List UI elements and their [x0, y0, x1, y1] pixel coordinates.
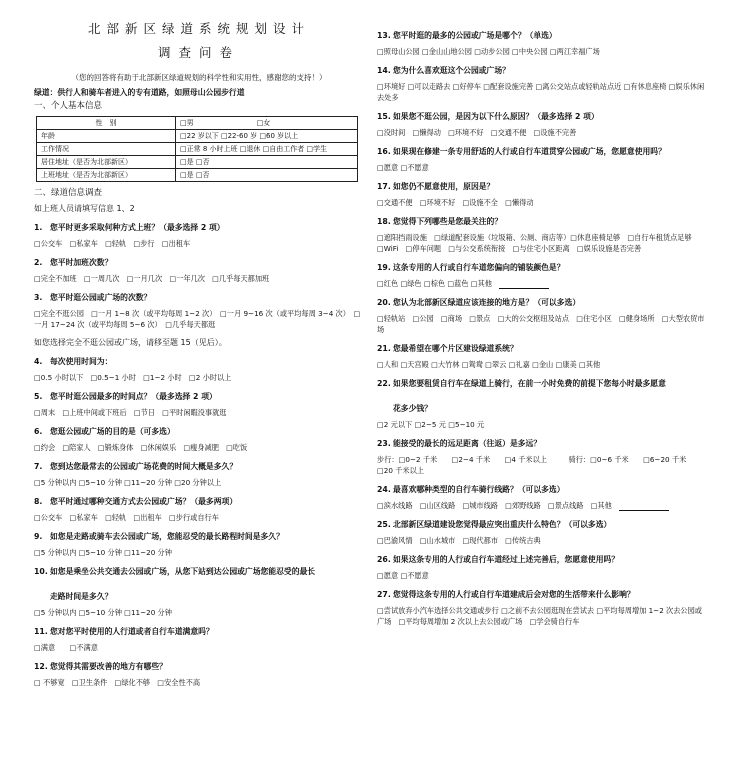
question-text: 9. 如您是走路或骑车去公园或广场，您能忍受的最长路程时间是多久？: [34, 532, 284, 541]
question-text-continued: 花多少钱？: [393, 404, 432, 413]
question-block: [377, 181, 707, 208]
question-block: [34, 426, 364, 453]
question-block: [377, 378, 707, 430]
question-block: [34, 257, 364, 284]
question-block: [34, 566, 364, 618]
info-value[interactable]: □是 □否: [176, 169, 358, 182]
info-row-workplace: [37, 169, 358, 182]
info-key: 工作情况: [37, 143, 176, 156]
question-block: [34, 292, 364, 330]
info-key: 年龄: [37, 130, 176, 143]
info-row-gender: [37, 117, 358, 130]
question-text: 4. 每次使用时间为：: [34, 357, 113, 366]
question-text: 25. 北部新区绿道建设您觉得最应突出重庆什么特色？（可以多选）: [377, 520, 612, 529]
question-options[interactable]: □交通不便 □环境不好 □设施不全 □懒得动: [377, 198, 534, 207]
question-options[interactable]: □5 分钟以内 □5~10 分钟 □11~20 分钟: [34, 548, 172, 557]
question-options[interactable]: 步行：□0~2 千米 □2~4 千米 □4 千米以上 骑行：□0~6 千米 □6~20 千米 □20 千米以上: [377, 455, 701, 475]
question-block: [377, 65, 707, 103]
question-text: 3. 您平时逛公园或广场的次数？: [34, 293, 152, 302]
info-value[interactable]: □男 □女: [176, 117, 358, 130]
info-value[interactable]: □是 □否: [176, 156, 358, 169]
personal-info-table: [36, 116, 358, 182]
question-text: 14. 您为什么喜欢逛这个公园或广场？: [377, 66, 510, 75]
question-options[interactable]: □完全不加班 □一周几次 □一月几次 □一年几次 □几乎每天都加班: [34, 274, 270, 283]
question-block: [377, 297, 707, 335]
greenway-definition: 绿道：供行人和骑车者进入的专有道路，如照母山公园步行道: [34, 88, 245, 97]
info-value[interactable]: □正常 8 小时上班 □退休 □自由工作者 □学生: [176, 143, 358, 156]
question-options[interactable]: □周末 □上班中间或下班后 □节日 □平时闲暇没事就逛: [34, 408, 227, 417]
other-color-blank[interactable]: [499, 280, 549, 289]
question-text: 27. 您觉得这条专用的人行或自行车道建成后会对您的生活带来什么影响？: [377, 590, 635, 599]
question-block: [377, 438, 707, 476]
question-text: 20. 您认为北部新区绿道应该连接的地方是？（可以多选）: [377, 298, 581, 307]
question-options[interactable]: □2 元以下 □2~5 元 □5~10 元: [377, 420, 485, 429]
question-options[interactable]: □5 分钟以内 □5~10 分钟 □11~20 分钟 □20 分钟以上: [34, 478, 222, 487]
question-options[interactable]: □公交车 □私家车 □轻轨 □步行 □出租车: [34, 239, 191, 248]
question-options[interactable]: □没时间 □懒得动 □环境不好 □交通不便 □设施不完善: [377, 128, 577, 137]
question-options[interactable]: □约会 □陪家人 □锻炼身体 □休闲娱乐 □瘦身减肥 □吃饭: [34, 443, 248, 452]
question-block: [34, 531, 364, 558]
question-text: 23. 能接受的最长的远足距离（往返）是多远？: [377, 439, 542, 448]
question-options[interactable]: □遮阳挡雨设施 □绿道配套设施（垃圾箱、公厕、商店等）□休息座椅足够 □自行车租赁点足够 □WiFi □停车问题 □与公交系统衔接 □与住宅小区距离 □娱乐设施是否完善: [377, 233, 699, 253]
question-block: [377, 554, 707, 581]
question-block: [377, 484, 707, 511]
info-row-residence: [37, 156, 358, 169]
question-options[interactable]: □ 不够宽 □卫生条件 □绿化不够 □安全性不高: [34, 678, 201, 687]
question-block: [377, 262, 707, 289]
question-block: [377, 146, 707, 173]
intro-note: （您的回答将有助于北部新区绿道规划的科学性和实用性，感谢您的支持！）: [71, 73, 327, 82]
survey-subtitle: 调查问卷: [157, 45, 240, 60]
question-options[interactable]: □环境好 □可以走路去 □好停车 □配套设施完善 □离公交站点或轻轨站点近 □有休息座椅 □娱乐休闲去处多: [377, 82, 705, 102]
question-block: [34, 626, 364, 653]
question-options[interactable]: □轻轨站 □公园 □商场 □景点 □大的公交枢纽及站点 □住宅小区 □健身场所 □大型农贸市场: [377, 314, 705, 334]
question-options[interactable]: □红色 □绿色 □棕色 □蓝色 □其他: [377, 278, 707, 289]
question-block: [377, 30, 707, 57]
question-text: 12. 您觉得其需要改善的地方有哪些？: [34, 662, 167, 671]
question-options[interactable]: □公交车 □私家车 □轻轨 □出租车 □步行或自行车: [34, 513, 219, 522]
question-text: 21. 您最希望在哪个片区建设绿道系统？: [377, 344, 518, 353]
question-text: 19. 这条专用的人行或自行车道您偏向的铺装颜色是？: [377, 263, 565, 272]
question-block: [34, 391, 364, 418]
question-options[interactable]: □0.5 小时以下 □0.5~1 小时 □1~2 小时 □2 小时以上: [34, 373, 232, 382]
question-text: 6. 您逛公园或广场的目的是（可多选）: [34, 427, 175, 436]
question-text: 5. 您平时逛公园最多的时间点？（最多选择 2 项）: [34, 392, 217, 401]
question-block: [377, 589, 707, 627]
lead-note-1: 如上班人员请填写信息 1、2: [34, 204, 135, 213]
question-options[interactable]: □愿意 □不愿意: [377, 163, 429, 172]
right-column: [377, 30, 707, 627]
question-text: 7. 您到达您最常去的公园或广场花费的时间大概是多久？: [34, 462, 238, 471]
question-block: [34, 222, 364, 249]
question-text: 13. 您平时逛的最多的公园或广场是哪个？（单选）: [377, 31, 557, 40]
question-text-continued: 走路时间是多久？: [50, 592, 113, 601]
lead-note-2: 如您选择完全不逛公园或广场，请移至题 15（见后）。: [34, 338, 227, 347]
info-row-work: [37, 143, 358, 156]
question-options[interactable]: □尝试放弃小汽车选择公共交通或步行 □之前不去公园逛现在尝试去 □平均每周增加 1~2 次去公园或广场 □平均每周增加 2 次以上去公园或广场 □学会骑自行车: [377, 606, 702, 626]
section-greenway-survey: 二、绿道信息调查: [34, 188, 103, 198]
question-block: [34, 356, 364, 383]
question-options[interactable]: □5 分钟以内 □5~10 分钟 □11~20 分钟: [34, 608, 172, 617]
question-text: 1. 您平时更多采取何种方式上班？（最多选择 2 项）: [34, 223, 225, 232]
info-key: 上班地址（是否为北部新区）: [37, 169, 176, 182]
question-options[interactable]: □愿意 □不愿意: [377, 571, 429, 580]
question-options[interactable]: □巴渝风情 □山水城市 □现代都市 □传统古典: [377, 536, 541, 545]
survey-title: 北部新区绿道系统规划设计: [87, 21, 310, 36]
question-text: 22. 如果您要租赁自行车在绿道上骑行，在前一小时免费的前提下您每小时最多愿意: [377, 379, 666, 388]
question-text: 18. 您觉得下列哪些是您最关注的？: [377, 217, 503, 226]
question-text: 10. 如您是乘坐公共交通去公园或广场，从您下站到达公园或广场您能忍受的最长: [34, 567, 316, 576]
question-block: [34, 661, 364, 688]
question-block: [34, 496, 364, 523]
question-block: [377, 343, 707, 370]
question-text: 17. 如您仍不愿意使用，原因是？: [377, 182, 495, 191]
info-row-age: [37, 130, 358, 143]
question-block: [34, 461, 364, 488]
question-options[interactable]: □完全不逛公园 □一月 1~8 次（或平均每周 1~2 次） □一月 9~16 次（或平均每周 3~4 次） □一月 17~24 次（或平均每周 5~6 次） □几乎每天都逛: [34, 309, 361, 329]
question-options[interactable]: □人和 □天宫殿 □大竹林 □鸳鸯 □翠云 □礼嘉 □金山 □康美 □其他: [377, 360, 601, 369]
question-text: 16. 如果现在修建一条专用舒适的人行或自行车道贯穿公园或广场，您愿意使用吗？: [377, 147, 666, 156]
info-key: 居住地址（是否为北部新区）: [37, 156, 176, 169]
question-block: [377, 519, 707, 546]
left-column: [34, 0, 364, 688]
question-text: 24. 最喜欢哪种类型的自行车骑行线路？（可以多选）: [377, 485, 565, 494]
section-personal-info: 一、个人基本信息: [34, 101, 103, 111]
info-value[interactable]: □22 岁以下 □22-60 岁 □60 岁以上: [176, 130, 358, 143]
question-block: [377, 111, 707, 138]
other-route-blank[interactable]: [619, 502, 669, 511]
question-block: [377, 216, 707, 254]
question-text: 2. 您平时加班次数？: [34, 258, 113, 267]
question-text: 8. 您平时通过哪种交通方式去公园或广场？（最多两项）: [34, 497, 238, 506]
info-key: 性 别: [37, 117, 176, 130]
question-text: 26. 如果这条专用的人行或自行车道经过上述完善后，您愿意使用吗？: [377, 555, 620, 564]
question-options[interactable]: □滨水线路 □山区线路 □城市线路 □郊野线路 □景点线路 □其他: [377, 500, 707, 511]
question-options[interactable]: □照母山公园 □金山山地公园 □动步公园 □中央公园 □两江幸福广场: [377, 47, 600, 56]
question-text: 15. 如果您不逛公园，是因为以下什么原因？（最多选择 2 项）: [377, 112, 599, 121]
question-options[interactable]: □满意 □不满意: [34, 643, 98, 652]
question-text: 11. 您对您平时使用的人行道或者自行车道满意吗？: [34, 627, 214, 636]
